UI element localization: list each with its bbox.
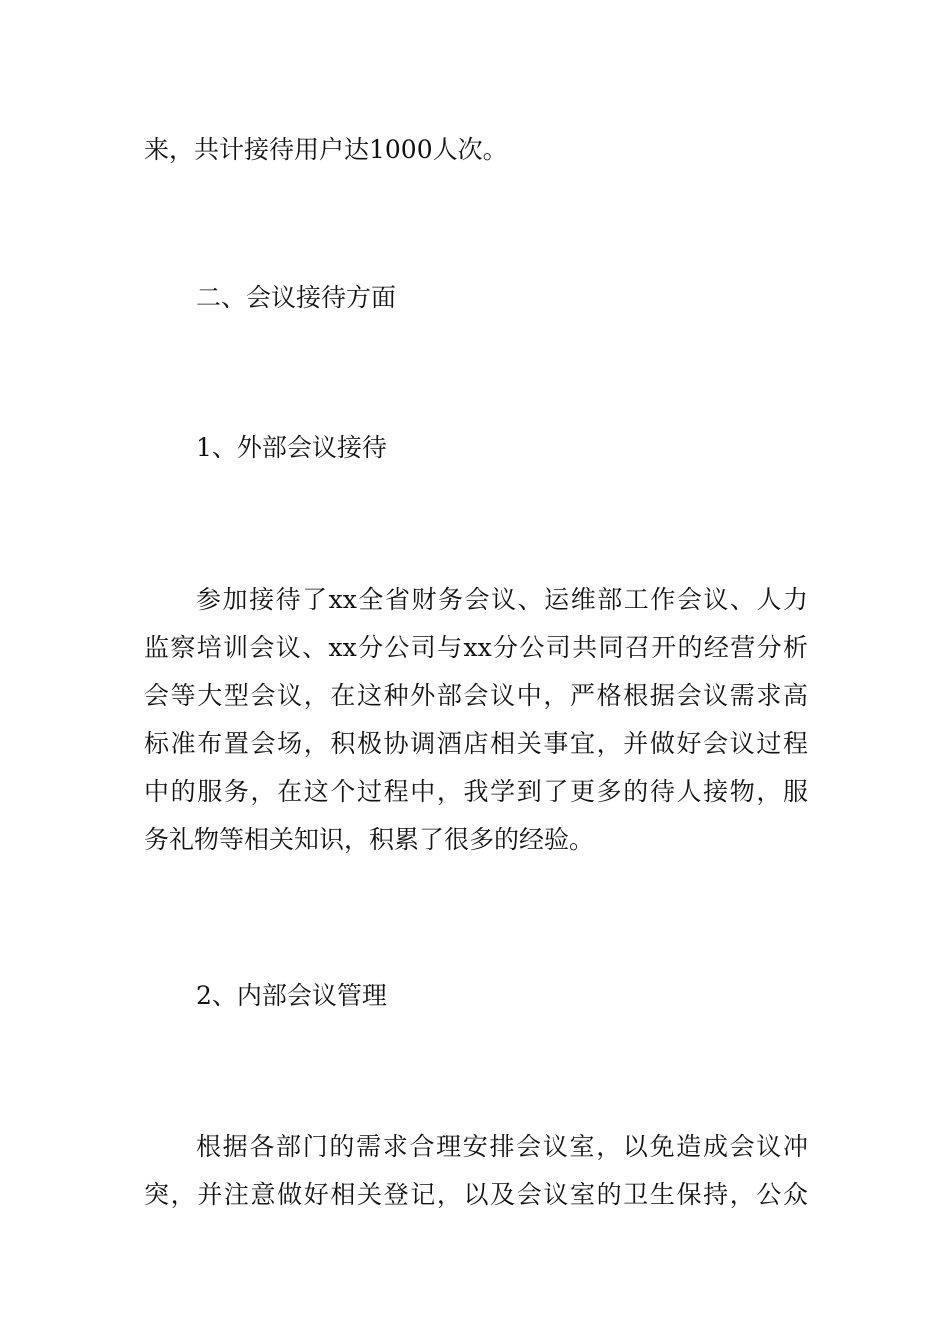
paragraph-line: 务礼物等相关知识，积累了很多的经验。 xyxy=(144,825,595,854)
paragraph-continuation-line: 来，共计接待用户达1000人次。 xyxy=(144,135,508,164)
section-heading-meeting-reception: 二、会议接待方面 xyxy=(196,283,397,312)
paragraph-line: 监察培训会议、xx分公司与xx分公司共同召开的经营分析 xyxy=(144,633,808,662)
subsection-heading-internal-meetings: 2、内部会议管理 xyxy=(196,981,387,1010)
paragraph-line: 根据各部门的需求合理安排会议室，以免造成会议冲 xyxy=(196,1132,808,1161)
paragraph-line: 中的服务，在这个过程中，我学到了更多的待人接物，服 xyxy=(144,777,808,806)
subsection-heading-external-meetings: 1、外部会议接待 xyxy=(196,433,387,462)
paragraph-line: 参加接待了xx全省财务会议、运维部工作会议、人力 xyxy=(196,585,808,614)
paragraph-line: 会等大型会议，在这种外部会议中，严格根据会议需求高 xyxy=(144,681,808,710)
paragraph-line: 突，并注意做好相关登记，以及会议室的卫生保持，公众 xyxy=(144,1180,808,1209)
paragraph-line: 标准布置会场，积极协调酒店相关事宜，并做好会议过程 xyxy=(144,729,808,758)
